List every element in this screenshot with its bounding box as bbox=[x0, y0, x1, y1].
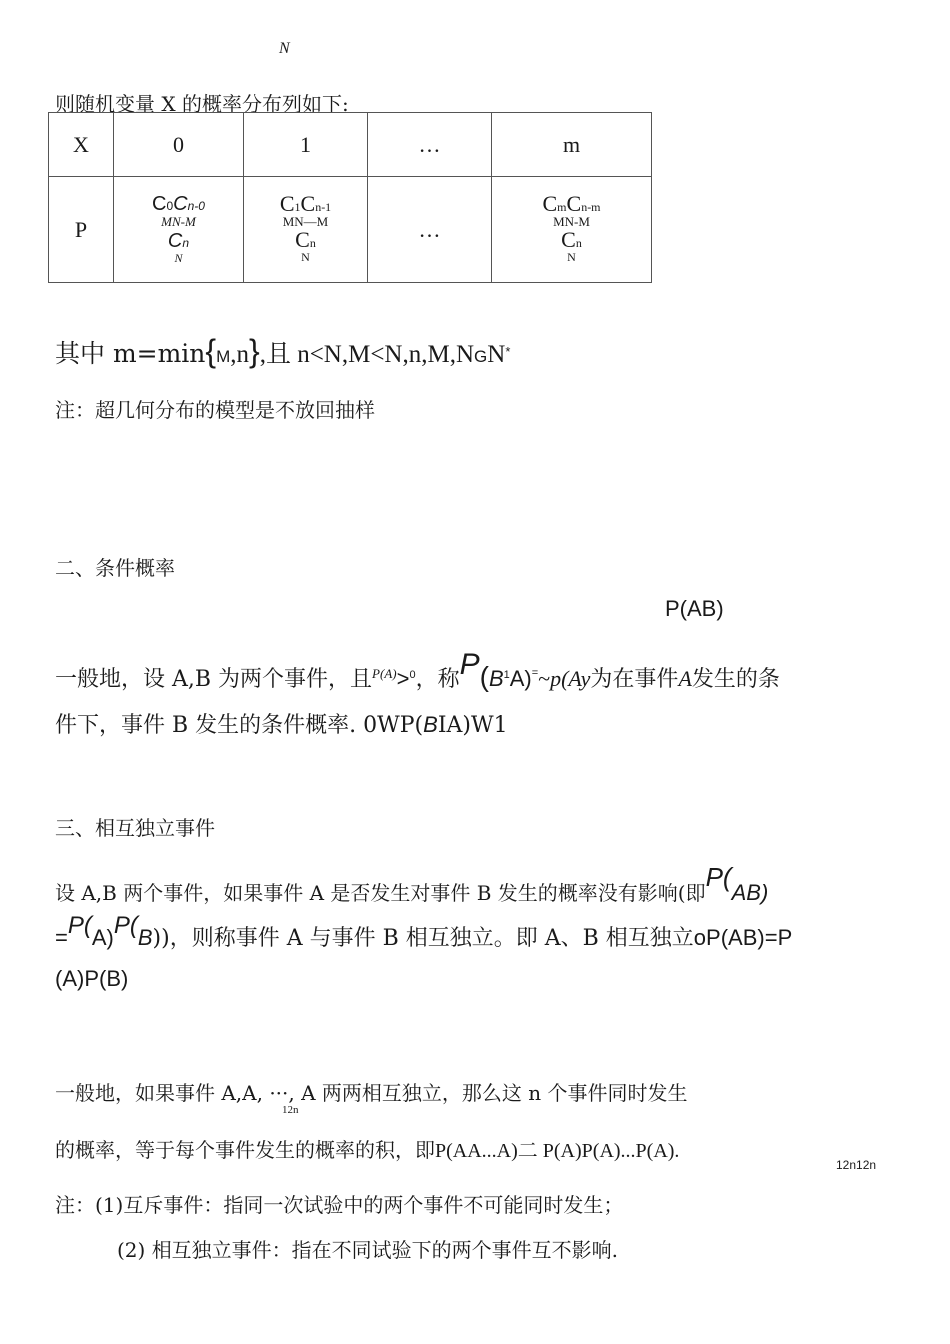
b-var: B bbox=[423, 712, 438, 737]
c-symbol: C bbox=[295, 227, 310, 253]
prob-expression bbox=[152, 191, 205, 265]
brace-left: { bbox=[205, 333, 217, 369]
mid-label: MN—M bbox=[282, 213, 329, 229]
bar-mark: 1 bbox=[503, 669, 510, 681]
c-sub: n bbox=[309, 236, 316, 251]
zero: 0 bbox=[409, 669, 416, 681]
table-cell: 1 bbox=[244, 113, 368, 177]
indep-line-1 bbox=[55, 862, 768, 906]
p-ab-eq: P(AB)=P bbox=[706, 925, 793, 950]
where-star: * bbox=[505, 344, 511, 359]
c-symbol: C bbox=[300, 190, 316, 216]
c-sub: 1 bbox=[294, 199, 301, 214]
product-formula: P(AA...A)二 P(A)P(A)...P(A). bbox=[435, 1140, 680, 1162]
text: 发生的条 bbox=[691, 667, 780, 692]
text: 件下，事件 B 发生的条件概率. 0WP( bbox=[55, 713, 424, 738]
a-paren: A) bbox=[509, 666, 532, 691]
c-sub: m bbox=[557, 199, 567, 214]
p-big: P bbox=[459, 648, 480, 681]
p-big: P( bbox=[705, 862, 732, 892]
table-cell: X bbox=[49, 113, 114, 177]
c-symbol: C bbox=[152, 192, 167, 215]
c-sub: n bbox=[182, 236, 190, 251]
note-hypergeometric: 注：超几何分布的模型是不放回抽样 bbox=[55, 398, 375, 422]
tilde: ~ bbox=[538, 666, 551, 691]
brace-right: } bbox=[249, 333, 260, 369]
c-symbol: C bbox=[542, 190, 558, 216]
c-symbol: C bbox=[173, 192, 188, 215]
c-symbol: C bbox=[167, 230, 183, 253]
b-var: B bbox=[137, 925, 153, 950]
where-text: 其中 m=min bbox=[55, 339, 206, 368]
table-cell: 0 bbox=[114, 113, 244, 177]
note-independent: (2) 相互独立事件：指在不同试验下的两个事件互不影响. bbox=[117, 1238, 619, 1262]
c-sub: n-0 bbox=[187, 198, 205, 213]
b-var: B bbox=[488, 666, 504, 691]
indep-line-3: (A)P(B) bbox=[55, 966, 129, 991]
mid-label: MN-M bbox=[553, 213, 590, 229]
table-cell bbox=[492, 177, 652, 283]
table-cell: … bbox=[368, 113, 492, 177]
intro-line: 则随机变量 X 的概率分布列如下: bbox=[55, 92, 349, 116]
c-sub: n-m bbox=[581, 199, 601, 214]
text: 为在事件 bbox=[590, 667, 679, 692]
text: IA)W1 bbox=[437, 713, 508, 738]
table-cell bbox=[114, 177, 244, 283]
c-sub: n-1 bbox=[315, 199, 332, 214]
paren: ( bbox=[479, 661, 489, 692]
cond-formula-numerator: P(AB) bbox=[665, 596, 724, 621]
table-cell bbox=[244, 177, 368, 283]
ab-var: AB) bbox=[731, 880, 769, 905]
prob-expression bbox=[280, 192, 331, 264]
cond-line-1 bbox=[55, 648, 780, 693]
where-cond: ,且 n<N,M<N,n,M,N bbox=[259, 341, 475, 368]
text: 的概率，等于每个事件发生的概率的积，即 bbox=[55, 1138, 435, 1162]
c-symbol: C bbox=[566, 190, 582, 216]
prob-expression bbox=[542, 192, 600, 264]
where-g: G bbox=[474, 347, 488, 366]
bottom-label: N bbox=[174, 251, 183, 266]
p-a-y: p(Ay bbox=[550, 666, 591, 691]
eq: = bbox=[55, 925, 68, 950]
where-nset: N bbox=[487, 341, 506, 368]
mid-label: MN-M bbox=[161, 213, 196, 229]
table-row-p bbox=[49, 177, 652, 283]
top-fragment: N bbox=[279, 40, 290, 57]
p-big: P( bbox=[67, 912, 92, 939]
table-cell: P bbox=[49, 177, 114, 283]
where-line bbox=[55, 333, 510, 370]
eq-mark: = bbox=[531, 667, 539, 679]
general-subscripts: 12n bbox=[282, 1104, 299, 1116]
a-var: A bbox=[678, 666, 692, 691]
c-sub: n bbox=[575, 236, 582, 251]
text: 一般地，设 A,B 为两个事件，且 bbox=[55, 667, 373, 692]
text: ，称 bbox=[415, 667, 460, 692]
a-paren: A) bbox=[91, 925, 114, 950]
text: ))，则称事件 A 与事件 B 相互独立。即 A、B 相互独立 bbox=[152, 926, 694, 951]
o-mark: o bbox=[693, 925, 707, 950]
p-big: P( bbox=[113, 912, 138, 939]
indep-line-2 bbox=[55, 912, 792, 952]
where-n: ,n bbox=[230, 341, 250, 368]
bottom-label: N bbox=[567, 250, 576, 265]
c-sub: 0 bbox=[166, 198, 174, 213]
gt-sign: > bbox=[396, 666, 410, 691]
general-line-2 bbox=[55, 1134, 679, 1163]
note-mutually-exclusive: 注：(1)互斥事件：指同一次试验中的两个事件不可能同时发生； bbox=[55, 1193, 624, 1217]
distribution-table bbox=[48, 112, 652, 283]
section-title-independent: 三、相互独立事件 bbox=[55, 816, 215, 840]
where-m: M bbox=[216, 347, 231, 366]
table-cell: m bbox=[492, 113, 652, 177]
p-a-small: P(A) bbox=[372, 666, 397, 681]
c-symbol: C bbox=[561, 227, 576, 253]
table-cell: … bbox=[368, 177, 492, 283]
cond-line-2 bbox=[55, 708, 508, 739]
text: 设 A,B 两个事件，如果事件 A 是否发生对事件 B 发生的概率没有影响(即 bbox=[55, 881, 706, 905]
formula-subscripts: 12n12n bbox=[836, 1158, 877, 1172]
c-symbol: C bbox=[279, 190, 295, 216]
bottom-label: N bbox=[301, 250, 310, 265]
table-row-x bbox=[49, 113, 652, 177]
general-line-1: 一般地，如果事件 A,A, ···, A 两两相互独立，那么这 n 个事件同时发生 bbox=[55, 1081, 688, 1105]
section-title-conditional: 二、条件概率 bbox=[55, 556, 175, 580]
